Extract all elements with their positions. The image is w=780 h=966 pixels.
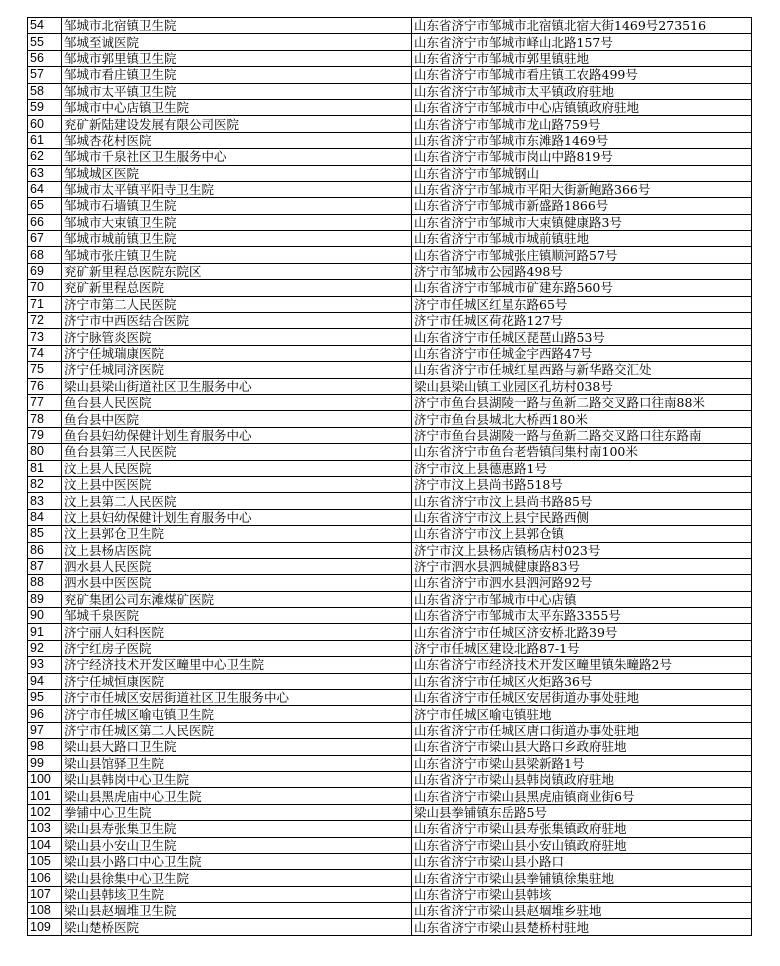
row-number-cell: 103 <box>28 821 62 837</box>
hospital-address-cell: 济宁市任城区红星东路65号 <box>412 296 752 312</box>
hospital-name-cell: 邹城市城前镇卫生院 <box>62 231 412 247</box>
table-row <box>28 214 752 230</box>
hospital-address-cell: 山东省济宁市任城区唐口街道办事处驻地 <box>412 722 752 738</box>
hospital-address-cell: 济宁市鱼台县城北大桥西180米 <box>412 411 752 427</box>
hospital-name-cell: 济宁市任城区喻屯镇卫生院 <box>62 706 412 722</box>
hospital-address-cell: 山东省济宁市任城区火炬路36号 <box>412 673 752 689</box>
table-row <box>28 542 752 558</box>
row-number-cell: 96 <box>28 706 62 722</box>
hospital-address-cell: 山东省济宁市邹城市中心店镇 <box>412 591 752 607</box>
row-number-cell: 106 <box>28 870 62 886</box>
hospital-address-cell: 山东省济宁市任城区安居街道办事处驻地 <box>412 690 752 706</box>
table-row <box>28 919 752 935</box>
hospital-address-cell: 山东省济宁市邹城市中心店镇镇政府驻地 <box>412 99 752 115</box>
hospital-address-cell: 山东省济宁市邹城市看庄镇工农路499号 <box>412 67 752 83</box>
row-number-cell: 59 <box>28 99 62 115</box>
hospital-address-cell: 山东省济宁市梁山县大路口乡政府驻地 <box>412 739 752 755</box>
hospital-address-cell: 山东省济宁市泗水县泗河路92号 <box>412 575 752 591</box>
hospital-address-cell: 济宁市汶上县杨店镇杨店村023号 <box>412 542 752 558</box>
hospital-name-cell: 汶上县中医医院 <box>62 476 412 492</box>
row-number-cell: 75 <box>28 362 62 378</box>
hospital-name-cell: 济宁任城同济医院 <box>62 362 412 378</box>
hospital-name-cell: 兖矿集团公司东滩煤矿医院 <box>62 591 412 607</box>
hospital-address-cell: 山东省济宁市梁山县赵堌堆乡驻地 <box>412 903 752 919</box>
hospital-name-cell: 汶上县人民医院 <box>62 460 412 476</box>
hospital-name-cell: 济宁丽人妇科医院 <box>62 624 412 640</box>
table-row <box>28 608 752 624</box>
row-number-cell: 91 <box>28 624 62 640</box>
hospital-name-cell: 济宁市中西医结合医院 <box>62 313 412 329</box>
row-number-cell: 84 <box>28 509 62 525</box>
table-row <box>28 870 752 886</box>
table-row <box>28 411 752 427</box>
hospital-name-cell: 济宁市任城区第二人民医院 <box>62 722 412 738</box>
hospital-address-cell: 山东省济宁市梁山县黑虎庙镇商业街6号 <box>412 788 752 804</box>
hospital-address-cell: 济宁市鱼台县湖陵一路与鱼新二路交叉路口往东路南 <box>412 427 752 443</box>
row-number-cell: 108 <box>28 903 62 919</box>
row-number-cell: 93 <box>28 657 62 673</box>
row-number-cell: 56 <box>28 50 62 66</box>
row-number-cell: 94 <box>28 673 62 689</box>
table-row <box>28 558 752 574</box>
hospital-name-cell: 兖矿新里程总医院 <box>62 280 412 296</box>
row-number-cell: 82 <box>28 476 62 492</box>
hospital-name-cell: 鱼台县中医院 <box>62 411 412 427</box>
table-row <box>28 263 752 279</box>
hospital-address-cell: 山东省济宁市邹城市城前镇驻地 <box>412 231 752 247</box>
row-number-cell: 57 <box>28 67 62 83</box>
table-row <box>28 739 752 755</box>
hospital-name-cell: 汶上县杨店医院 <box>62 542 412 558</box>
row-number-cell: 79 <box>28 427 62 443</box>
hospital-name-cell: 梁山楚桥医院 <box>62 919 412 935</box>
hospital-address-cell: 山东省济宁市邹城市新盛路1866号 <box>412 198 752 214</box>
row-number-cell: 95 <box>28 690 62 706</box>
table-row <box>28 886 752 902</box>
table-row <box>28 231 752 247</box>
table-row <box>28 329 752 345</box>
row-number-cell: 66 <box>28 214 62 230</box>
table-row <box>28 509 752 525</box>
hospital-name-cell: 汶上县第二人民医院 <box>62 493 412 509</box>
table-row <box>28 50 752 66</box>
hospital-name-cell: 邹城城区医院 <box>62 165 412 181</box>
hospital-name-cell: 济宁任城瑞康医院 <box>62 345 412 361</box>
table-row <box>28 83 752 99</box>
hospital-name-cell: 邹城市中心店镇卫生院 <box>62 99 412 115</box>
row-number-cell: 70 <box>28 280 62 296</box>
hospital-name-cell: 邹城千泉医院 <box>62 608 412 624</box>
table-row <box>28 755 752 771</box>
table-row <box>28 460 752 476</box>
hospital-name-cell: 邹城市看庄镇卫生院 <box>62 67 412 83</box>
hospital-address-cell: 山东省济宁市任城红星西路与新华路交汇处 <box>412 362 752 378</box>
row-number-cell: 80 <box>28 444 62 460</box>
hospital-address-cell: 山东省济宁市梁山县小安山镇政府驻地 <box>412 837 752 853</box>
hospital-list-table <box>27 17 752 936</box>
hospital-address-cell: 山东省济宁市邹城张庄镇顺河路57号 <box>412 247 752 263</box>
hospital-address-cell: 山东省济宁市梁山县韩岗镇政府驻地 <box>412 771 752 787</box>
hospital-name-cell: 济宁经济技术开发区疃里中心卫生院 <box>62 657 412 673</box>
hospital-address-cell: 山东省济宁市梁山县拳铺镇徐集驻地 <box>412 870 752 886</box>
hospital-address-cell: 山东省济宁市邹城市太平镇政府驻地 <box>412 83 752 99</box>
hospital-address-cell: 山东省济宁市梁山县寿张集镇政府驻地 <box>412 821 752 837</box>
hospital-name-cell: 邹城市郭里镇卫生院 <box>62 50 412 66</box>
table-row <box>28 181 752 197</box>
hospital-name-cell: 邹城市千泉社区卫生服务中心 <box>62 149 412 165</box>
row-number-cell: 54 <box>28 18 62 34</box>
table-row <box>28 247 752 263</box>
hospital-name-cell: 汶上县郭仓卫生院 <box>62 526 412 542</box>
hospital-name-cell: 梁山县徐集中心卫生院 <box>62 870 412 886</box>
hospital-address-cell: 山东省济宁市邹城钢山 <box>412 165 752 181</box>
row-number-cell: 97 <box>28 722 62 738</box>
row-number-cell: 101 <box>28 788 62 804</box>
hospital-name-cell: 梁山县韩岗中心卫生院 <box>62 771 412 787</box>
table-row <box>28 903 752 919</box>
row-number-cell: 58 <box>28 83 62 99</box>
hospital-name-cell: 梁山县韩垓卫生院 <box>62 886 412 902</box>
row-number-cell: 99 <box>28 755 62 771</box>
row-number-cell: 92 <box>28 640 62 656</box>
table-row <box>28 493 752 509</box>
row-number-cell: 89 <box>28 591 62 607</box>
hospital-address-cell: 山东省济宁市梁山县梁新路1号 <box>412 755 752 771</box>
row-number-cell: 85 <box>28 526 62 542</box>
table-row <box>28 116 752 132</box>
hospital-name-cell: 拳铺中心卫生院 <box>62 804 412 820</box>
hospital-address-cell: 济宁市汶上县德惠路1号 <box>412 460 752 476</box>
hospital-name-cell: 邹城市大束镇卫生院 <box>62 214 412 230</box>
table-row <box>28 34 752 50</box>
row-number-cell: 104 <box>28 837 62 853</box>
hospital-address-cell: 济宁市汶上县尚书路518号 <box>412 476 752 492</box>
table-row <box>28 99 752 115</box>
hospital-address-cell: 山东省济宁市邹城市峄山北路157号 <box>412 34 752 50</box>
hospital-address-cell: 山东省济宁市任城区琵琶山路53号 <box>412 329 752 345</box>
row-number-cell: 102 <box>28 804 62 820</box>
hospital-address-cell: 山东省济宁市邹城市平阳大街新鲍路366号 <box>412 181 752 197</box>
row-number-cell: 90 <box>28 608 62 624</box>
table-row <box>28 575 752 591</box>
hospital-name-cell: 梁山县小路口中心卫生院 <box>62 853 412 869</box>
table-row <box>28 476 752 492</box>
row-number-cell: 87 <box>28 558 62 574</box>
hospital-name-cell: 泗水县人民医院 <box>62 558 412 574</box>
table-row <box>28 132 752 148</box>
table-row <box>28 837 752 853</box>
hospital-address-cell: 山东省济宁市邹城市郭里镇驻地 <box>412 50 752 66</box>
table-row <box>28 821 752 837</box>
table-row <box>28 67 752 83</box>
hospital-address-cell: 山东省济宁市汶上县宁民路西侧 <box>412 509 752 525</box>
table-row <box>28 624 752 640</box>
hospital-address-cell: 山东省济宁市邹城市太平东路3355号 <box>412 608 752 624</box>
table-row <box>28 378 752 394</box>
hospital-address-cell: 山东省济宁市梁山县韩垓 <box>412 886 752 902</box>
row-number-cell: 55 <box>28 34 62 50</box>
hospital-address-cell: 济宁市邹城市公园路498号 <box>412 263 752 279</box>
hospital-name-cell: 邹城市太平镇卫生院 <box>62 83 412 99</box>
hospital-name-cell: 梁山县馆驿卫生院 <box>62 755 412 771</box>
hospital-name-cell: 邹城市石墙镇卫生院 <box>62 198 412 214</box>
table-row <box>28 804 752 820</box>
row-number-cell: 88 <box>28 575 62 591</box>
table-row <box>28 345 752 361</box>
row-number-cell: 63 <box>28 165 62 181</box>
row-number-cell: 83 <box>28 493 62 509</box>
hospital-address-cell: 济宁市泗水县泗城健康路83号 <box>412 558 752 574</box>
row-number-cell: 100 <box>28 771 62 787</box>
table-row <box>28 149 752 165</box>
table-row <box>28 640 752 656</box>
row-number-cell: 72 <box>28 313 62 329</box>
table-row <box>28 313 752 329</box>
row-number-cell: 105 <box>28 853 62 869</box>
hospital-name-cell: 济宁市任城区安居街道社区卫生服务中心 <box>62 690 412 706</box>
table-row <box>28 362 752 378</box>
row-number-cell: 109 <box>28 919 62 935</box>
hospital-address-cell: 山东省济宁市任城金宇西路47号 <box>412 345 752 361</box>
table-row <box>28 722 752 738</box>
hospital-name-cell: 鱼台县人民医院 <box>62 394 412 410</box>
hospital-address-cell: 山东省济宁市鱼台老砦镇闫集村南100米 <box>412 444 752 460</box>
hospital-name-cell: 汶上县妇幼保健计划生育服务中心 <box>62 509 412 525</box>
hospital-name-cell: 济宁脉管炎医院 <box>62 329 412 345</box>
hospital-name-cell: 梁山县大路口卫生院 <box>62 739 412 755</box>
table-row <box>28 690 752 706</box>
hospital-name-cell: 鱼台县第三人民医院 <box>62 444 412 460</box>
hospital-name-cell: 兖矿新陆建设发展有限公司医院 <box>62 116 412 132</box>
hospital-address-cell: 济宁市任城区喻屯镇驻地 <box>412 706 752 722</box>
hospital-name-cell: 邹城市太平镇平阳寺卫生院 <box>62 181 412 197</box>
row-number-cell: 78 <box>28 411 62 427</box>
row-number-cell: 62 <box>28 149 62 165</box>
hospital-address-cell: 山东省济宁市邹城市东滩路1469号 <box>412 132 752 148</box>
row-number-cell: 68 <box>28 247 62 263</box>
row-number-cell: 60 <box>28 116 62 132</box>
table-row <box>28 771 752 787</box>
hospital-name-cell: 梁山县赵堌堆卫生院 <box>62 903 412 919</box>
hospital-address-cell: 山东省济宁市邹城市大束镇健康路3号 <box>412 214 752 230</box>
hospital-address-cell: 济宁市任城区建设北路87-1号 <box>412 640 752 656</box>
hospital-address-cell: 济宁市鱼台县湖陵一路与鱼新二路交叉路口往南88米 <box>412 394 752 410</box>
hospital-address-cell: 山东省济宁市邹城市矿建东路560号 <box>412 280 752 296</box>
row-number-cell: 73 <box>28 329 62 345</box>
table-row <box>28 394 752 410</box>
hospital-name-cell: 梁山县小安山卫生院 <box>62 837 412 853</box>
hospital-address-cell: 山东省济宁市任城区济安桥北路39号 <box>412 624 752 640</box>
row-number-cell: 64 <box>28 181 62 197</box>
row-number-cell: 67 <box>28 231 62 247</box>
table-body <box>28 18 752 936</box>
hospital-address-cell: 山东省济宁市梁山县楚桥村驻地 <box>412 919 752 935</box>
hospital-address-cell: 山东省济宁市邹城市岗山中路819号 <box>412 149 752 165</box>
hospital-address-cell: 山东省济宁市邹城市北宿镇北宿大街1469号273516 <box>412 18 752 34</box>
row-number-cell: 86 <box>28 542 62 558</box>
hospital-address-cell: 梁山县梁山镇工业园区孔坊村038号 <box>412 378 752 394</box>
hospital-name-cell: 济宁市第二人民医院 <box>62 296 412 312</box>
table-row <box>28 165 752 181</box>
row-number-cell: 76 <box>28 378 62 394</box>
table-row <box>28 526 752 542</box>
row-number-cell: 74 <box>28 345 62 361</box>
hospital-name-cell: 梁山县黑虎庙中心卫生院 <box>62 788 412 804</box>
hospital-address-cell: 山东省济宁市梁山县小路口 <box>412 853 752 869</box>
table-row <box>28 673 752 689</box>
hospital-address-cell: 梁山县拳铺镇东岳路5号 <box>412 804 752 820</box>
hospital-name-cell: 邹城市北宿镇卫生院 <box>62 18 412 34</box>
row-number-cell: 77 <box>28 394 62 410</box>
hospital-address-cell: 山东省济宁市汶上县尚书路85号 <box>412 493 752 509</box>
table-row <box>28 280 752 296</box>
row-number-cell: 107 <box>28 886 62 902</box>
table-row <box>28 444 752 460</box>
hospital-name-cell: 邹城至诚医院 <box>62 34 412 50</box>
row-number-cell: 98 <box>28 739 62 755</box>
hospital-address-cell: 山东省济宁市经济技术开发区疃里镇朱疃路2号 <box>412 657 752 673</box>
hospital-name-cell: 梁山县寿张集卫生院 <box>62 821 412 837</box>
row-number-cell: 65 <box>28 198 62 214</box>
hospital-address-cell: 济宁市任城区荷花路127号 <box>412 313 752 329</box>
hospital-name-cell: 兖矿新里程总医院东院区 <box>62 263 412 279</box>
row-number-cell: 71 <box>28 296 62 312</box>
table-row <box>28 591 752 607</box>
table-row <box>28 427 752 443</box>
hospital-name-cell: 泗水县中医医院 <box>62 575 412 591</box>
hospital-name-cell: 济宁任城恒康医院 <box>62 673 412 689</box>
table-row <box>28 18 752 34</box>
hospital-name-cell: 济宁红房子医院 <box>62 640 412 656</box>
hospital-name-cell: 邹城市张庄镇卫生院 <box>62 247 412 263</box>
table-row <box>28 788 752 804</box>
row-number-cell: 69 <box>28 263 62 279</box>
hospital-name-cell: 鱼台县妇幼保健计划生育服务中心 <box>62 427 412 443</box>
table-row <box>28 657 752 673</box>
row-number-cell: 61 <box>28 132 62 148</box>
hospital-name-cell: 梁山县梁山街道社区卫生服务中心 <box>62 378 412 394</box>
hospital-address-cell: 山东省济宁市汶上县郭仓镇 <box>412 526 752 542</box>
hospital-name-cell: 邹城杏花村医院 <box>62 132 412 148</box>
table-row <box>28 296 752 312</box>
table-row <box>28 853 752 869</box>
table-row <box>28 706 752 722</box>
table-row <box>28 198 752 214</box>
row-number-cell: 81 <box>28 460 62 476</box>
hospital-address-cell: 山东省济宁市邹城市龙山路759号 <box>412 116 752 132</box>
